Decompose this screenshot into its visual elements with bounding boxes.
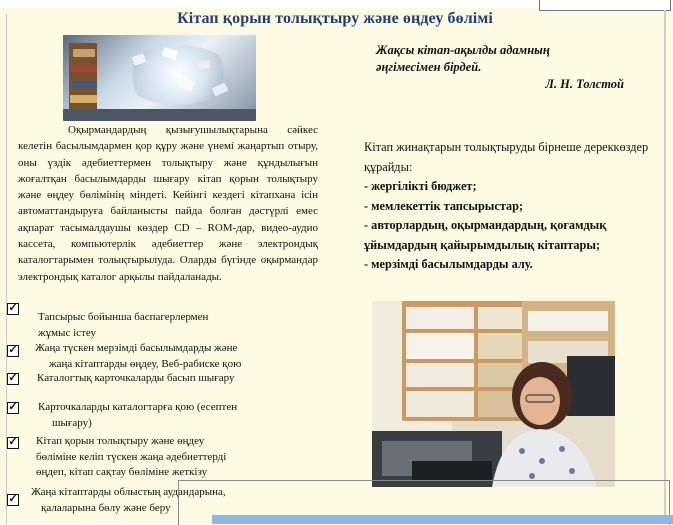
librarian-photo	[372, 301, 615, 487]
task-item-2	[35, 341, 241, 372]
checkbox-6[interactable]: ✓	[8, 493, 18, 505]
task-text: Тапсырыс бойынша баспагерлермен	[38, 311, 209, 323]
task-text: өңдеп, кітап сақтау бөліміне жеткізу	[36, 466, 208, 478]
checkbox-2[interactable]: ✓	[8, 344, 18, 356]
right-frame-line	[664, 10, 666, 524]
task-text: Жаңа кітаптарды облыстың аудандарына,	[31, 486, 226, 498]
task-text: жаңа кітаптарды өңдеу, Веб-рабиске қою	[49, 357, 242, 370]
task-text: Жаңа түскен мерзімді басылымдарды және	[35, 342, 238, 354]
checkbox-3[interactable]: ✓	[8, 372, 18, 384]
quote-line-1: Жақсы кітап-ақылды адамның	[376, 43, 550, 57]
quote-author: Л. Н. Толстой	[545, 77, 624, 91]
task-item-1	[38, 310, 208, 341]
page-title: Кітап қорын толықтыру және өңдеу бөлімі	[177, 10, 493, 27]
source-item: - мерзімді басылымдарды алу.	[364, 257, 533, 271]
quote-line-2: әңгімесімен бірдей.	[376, 60, 482, 74]
task-text: қалаларына бөлу және беру	[41, 501, 171, 514]
task-item-5	[36, 434, 226, 481]
librarian-photo-drawing	[372, 301, 615, 487]
task-text: жұмыс істеу	[38, 326, 96, 339]
checkbox-1[interactable]: ✓	[8, 302, 18, 314]
task-text: бөліміне келіп түскен жаңа әдебиеттерді	[36, 450, 227, 463]
task-text: Кітап қорын толықтыру және өңдеу	[36, 435, 205, 447]
left-frame-line	[0, 14, 7, 524]
checkbox-4[interactable]: ✓	[8, 401, 18, 413]
task-text: Карточкаларды каталогтарға қою (есептен	[38, 401, 238, 413]
source-item: - жергілікті бюджет;	[364, 179, 477, 193]
tolstoy-quote	[376, 42, 636, 93]
bottom-accent-bar	[212, 515, 673, 524]
task-item-3	[37, 371, 234, 387]
description-paragraph: Оқырмандардың қызығушылықтарына сәйкес келетін басылымдармен қор құру және үнемі жаңартып отыру, оны үздік әдебиеттермен толықтыру және құндылығын жоғалтқан басылымдарды шығару кітап қорын толықтыру және өңдеу бөлімінің міндеті. Кейінгі кездегі кітапхана ісін автоматтандыруға байланысты пайда болған дәстүрлі емес ақпарат тасымалдаушы көздер CD – ROM-дар, видео-аудио кассета, компьютерлік әдебиеттер және электрондық каталогтарымен толықтырылуда. Оларды бүгінде оқырмандар электрондық каталог арқылы пайдаланады.	[18, 124, 318, 283]
books-hero-image	[63, 35, 256, 121]
task-text: Каталогтық карточкаларды басып шығару	[37, 372, 235, 384]
source-item: - авторлардың, оқырмандардың, қоғамдық ұйымдардың қайырымдылық кітаптары;	[364, 218, 607, 252]
source-item: - мемлекеттік тапсырыстар;	[364, 198, 524, 213]
sources-lead: Кітап жинақтарын толықтыруды бірнеше дереккөздер құрайды:	[364, 140, 649, 174]
task-text: шығару)	[52, 416, 92, 429]
task-item-4	[38, 400, 237, 431]
sources-block	[364, 138, 654, 275]
checkbox-5[interactable]: ✓	[8, 436, 18, 448]
